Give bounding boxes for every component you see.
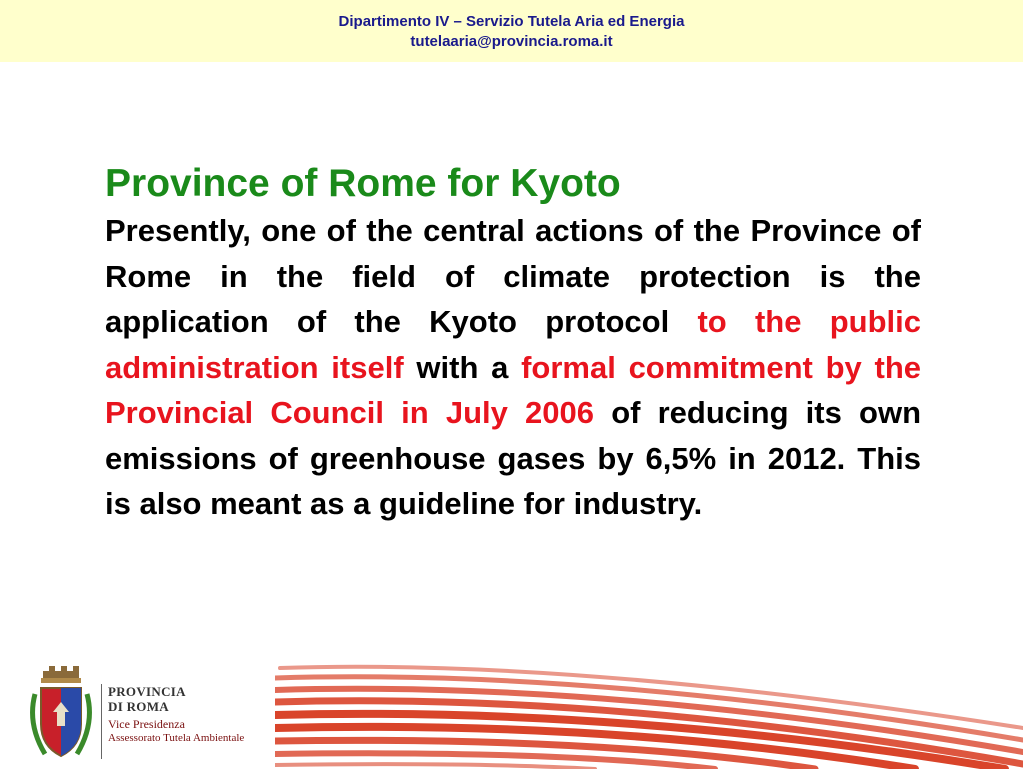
header-department: Dipartimento IV – Servizio Tutela Aria ed Energia	[338, 13, 685, 30]
header-email: tutelaaria@provincia.roma.it	[410, 33, 613, 50]
organization-name	[108, 684, 244, 745]
body-highlight-2: formal commitment by the Provincial Council in July 2006	[105, 349, 922, 430]
org-line-1: PROVINCIA	[108, 684, 186, 699]
province-coat-of-arms-icon	[25, 664, 97, 764]
red-swoosh-lines	[275, 660, 1023, 769]
body-segment-3: of reducing its own emissions of greenhouse gases by 6,5% in 2012. This is also meant as a guideline for industry.	[105, 395, 922, 521]
logo-divider	[101, 684, 102, 759]
slide-body	[105, 208, 921, 527]
body-highlight-1: to the public administration itself	[105, 304, 921, 385]
body-segment-2: with a	[403, 349, 522, 385]
province-logo	[25, 664, 275, 764]
org-line-3: Vice Presidenza	[108, 717, 185, 731]
body-segment-1: Presently, one of the central actions of the Province of Rome in the field of climate protection is the application of the Kyoto protocol	[105, 213, 921, 339]
header-banner	[0, 0, 1023, 62]
org-line-4: Assessorato Tutela Ambientale	[108, 732, 245, 744]
slide-title: Province of Rome for Kyoto	[105, 162, 621, 205]
slide-content	[105, 160, 921, 527]
org-line-2: DI ROMA	[108, 699, 169, 714]
